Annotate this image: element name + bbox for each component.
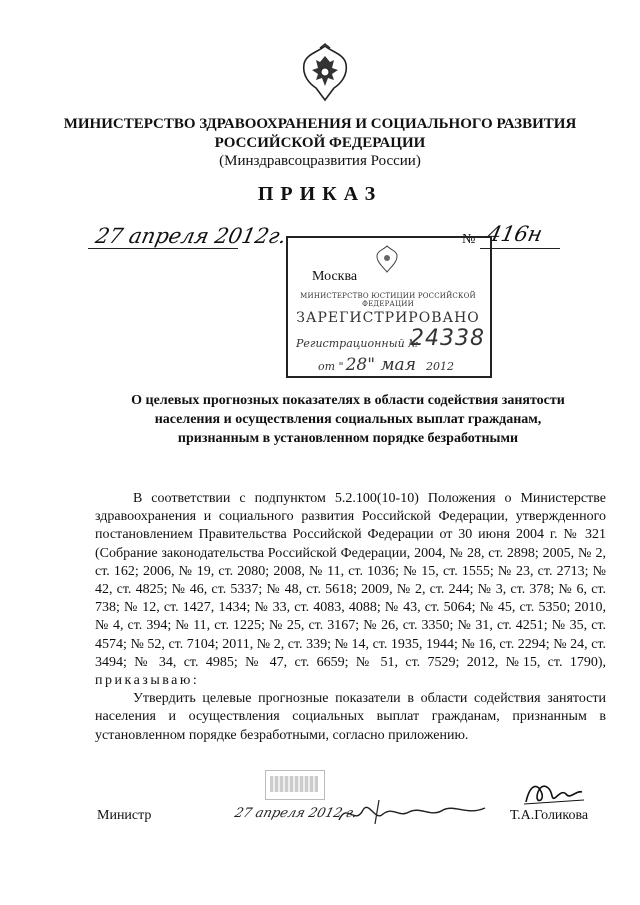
stamp-ministry-justice: МИНИСТЕРСТВО ЮСТИЦИИ РОССИЙСКОЙ ФЕДЕРАЦИИ <box>300 292 476 308</box>
body-paragraph-1 <box>95 490 606 690</box>
order-number-label: № <box>462 232 476 247</box>
body-paragraph-2: Утвердить целевые прогнозные показатели в области содействия занятости населения и осуществления социальных выплат гражданам, признанным в установленном порядке безработными, согласно приложению. <box>95 691 606 743</box>
ministry-line1: МИНИСТЕРСТВО ЗДРАВООХРАНЕНИЯ И СОЦИАЛЬНОГО РАЗВИТИЯ <box>63 116 577 132</box>
minister-name: Т.А.Голикова <box>510 808 589 823</box>
order-emphasis: приказываю: <box>95 673 200 689</box>
stamp-regnum-label: Регистрационный № <box>296 337 419 350</box>
stamp-regnum: 24338 <box>410 326 485 351</box>
number-underline <box>480 248 560 249</box>
registration-stamp <box>286 236 492 378</box>
city: Москва <box>312 269 358 284</box>
minister-signature-icon <box>520 778 590 808</box>
minister-title: Министр <box>97 808 152 823</box>
handwritten-note-icon <box>335 792 495 832</box>
order-subject <box>110 391 586 448</box>
stamp-emblem-icon <box>374 244 400 274</box>
signature-date-handwritten: 27 апреля 2012 г. <box>232 806 359 821</box>
order-date-handwritten: 27 апреля 2012г. <box>93 224 289 248</box>
stamp-registered-label: ЗАРЕГИСТРИРОВАНО <box>296 310 480 326</box>
ministry-name <box>0 115 640 153</box>
subject-line1: О целевых прогнозных показателях в области содействия занятости <box>131 393 565 408</box>
order-number-handwritten: 416н <box>485 222 545 246</box>
date-underline <box>88 248 238 249</box>
body-paragraph-1-text: В соответствии с подпунктом 5.2.100(10-10) Положения о Министерстве здравоохранения и социального развития Российской Федерации, утвержденного постановлением Правительства Российской Федерации от 30 июня 2004 г. № 321 (Собрание законодательства Российской Федерации, 2004, № 28, ст. 2898; 2005, № 2, ст. 162; 2006, № 19, ст. 2080; 2008, № 11, ст. 1036; № 15, ст. 1555; № 23, ст. 2713; № 42, ст. 4825; № 46, ст. 5337; № 48, ст. 5618; 2009, № 2, ст. 244; № 3, ст. 378; № 6, ст. 738; № 12, ст. 1427, 1434; № 33, ст. 4083, 4088; № 43, ст. 5064; № 45, ст. 5350; 2010, № 4, ст. 394; № 11, ст. 1225; № 25, ст. 3167; № 26, ст. 3350; № 31, ст. 4251; № 35, ст. 4574; № 52, ст. 7104; 2011, № 2, ст. 339; № 14, ст. 1935, 1944; № 16, ст. 2294; № 24, ст. 3494; № 34, ст. 4985; № 47, ст. 6659; № 51, ст. 7529; 2012, №15, ст. 1790), <box>95 491 606 670</box>
faint-stamp-inner <box>270 776 318 792</box>
stamp-date <box>318 355 454 375</box>
subject-line2: населения и осуществления социальных выплат гражданам, <box>154 412 542 427</box>
stamp-date-prefix: от " <box>318 360 344 373</box>
ministry-short-name: (Минздравсоцразвития России) <box>219 153 421 169</box>
order-title: ПРИКАЗ <box>257 183 383 205</box>
stamp-date-year: 2012 <box>425 360 454 373</box>
order-body <box>95 490 606 745</box>
subject-line3: признанным в установленном порядке безработными <box>177 431 519 446</box>
ministry-line2: РОССИЙСКОЙ ФЕДЕРАЦИИ <box>214 135 426 151</box>
stamp-date-hand: 28" мая <box>345 355 416 375</box>
coat-of-arms-icon <box>298 42 352 106</box>
